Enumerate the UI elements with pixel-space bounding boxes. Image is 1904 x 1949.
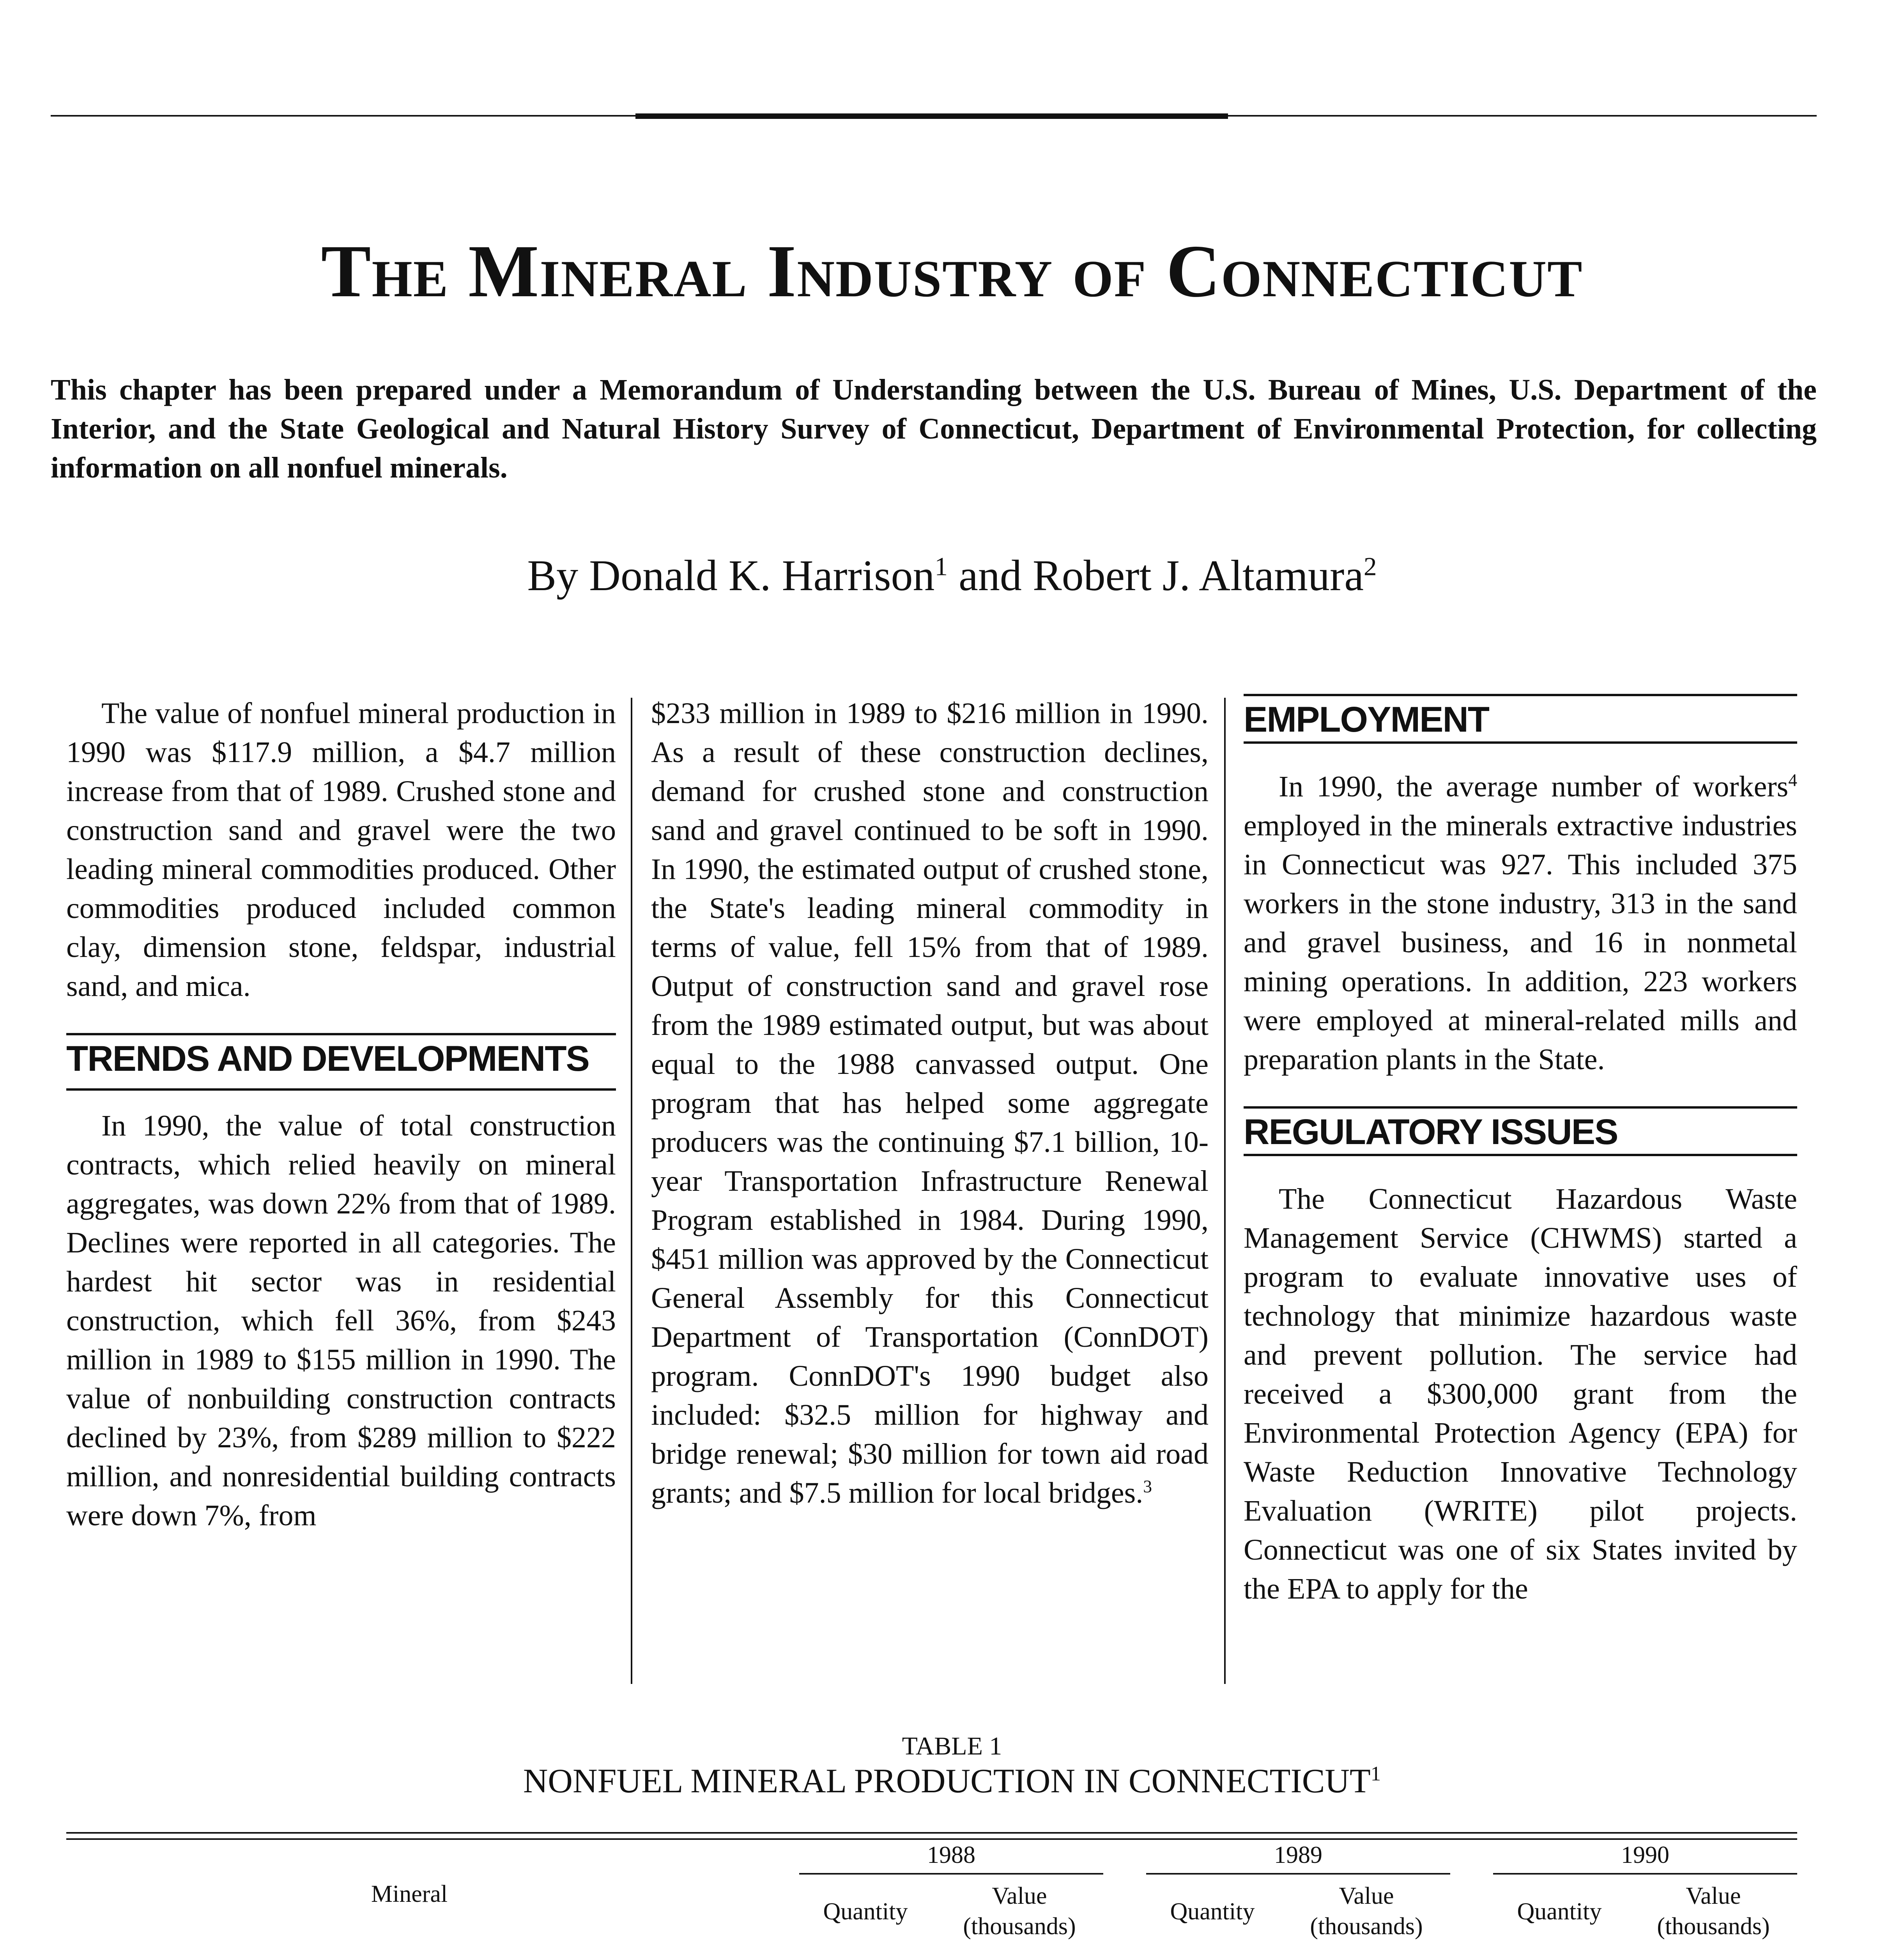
byline-and: and <box>948 552 1033 600</box>
value-header-1988 <box>936 1881 1103 1942</box>
value-header-1989-l2: (thousands) <box>1310 1913 1423 1940</box>
author-1: Donald K. Harrison <box>589 552 935 600</box>
byline-prefix: By <box>527 552 589 600</box>
column-3 <box>1244 694 1797 1608</box>
value-header-1989 <box>1283 1881 1450 1942</box>
year-header-1990: 1990 <box>1621 1842 1669 1868</box>
table-title-text: NONFUEL MINERAL PRODUCTION IN CONNECTICUT <box>523 1762 1371 1800</box>
year-header-1988: 1988 <box>927 1842 975 1868</box>
year-underline-1989 <box>1146 1873 1450 1875</box>
value-header-1990 <box>1630 1881 1797 1942</box>
heading-employment: EMPLOYMENT <box>1244 694 1797 744</box>
paragraph-employment <box>1244 767 1797 1079</box>
year-underline-1990 <box>1493 1873 1797 1875</box>
value-header-1988-l1: Value <box>992 1883 1047 1909</box>
paragraph-aggregates-text: $233 million in 1989 to $216 million in 1990. As a result of these construction declines, demand for crushed stone and construction sand and gravel continued to be soft in 1990. In 1990, the estimated output of crushed stone, the State's leading mineral commodity in terms of value, fell 15% from that of 1989. Output of construction sand and gravel rose from the 1989 estimated output, but was about equal to the 1988 canvassed output. One program that has helped some aggregate producers was the continuing $7.1 billion, 10-year Transportation Infrastructure Renewal Program established in 1984. During 1990, $451 million was approved by the Connecticut General Assembly for this Connecticut Department of Transportation (ConnDOT) program. ConnDOT's 1990 budget also included: $32.5 million for highway and bridge renewal; $30 million for town aid road grants; and $7.5 million for local bridges. <box>651 697 1209 1509</box>
author-2-note: 2 <box>1364 552 1377 581</box>
table-caption: TABLE 1 <box>902 1732 1002 1760</box>
author-1-note: 1 <box>934 552 948 581</box>
paragraph-construction-contracts: In 1990, the value of total construction contracts, which relied heavily on mineral aggregates, was down 22% from that of 1989. Declines were reported in all categories. The hardest hit sector was in residential construction, which fell 36%, from $243 million in 1989 to $155 million in 1990. The value of nonbuilding construction contracts declined by 23%, from $289 million to $222 million, and nonresidential building contracts were down 7%, from <box>66 1109 616 1532</box>
value-header-1990-l2: (thousands) <box>1657 1913 1770 1940</box>
paragraph-aggregates <box>651 694 1209 1512</box>
intro-paragraph: This chapter has been prepared under a Memorandum of Understanding between the U.S. Bureau of Mines, U.S. Department of the Interior, and the State Geological and Natural History Survey of Connecticut, Department of Environmental Protection, for collecting information on all nonfuel minerals. <box>51 373 1817 484</box>
heading-trends: TRENDS AND DEVELOPMENTS <box>66 1033 616 1081</box>
value-header-1990-l1: Value <box>1686 1883 1741 1909</box>
paragraph-regulatory: The Connecticut Hazardous Waste Management Service (CHWMS) started a program to evaluate innovative uses of technology that minimize hazardous waste and prevent pollution. The service had received a $300,000 grant from the Environmental Protection Agency (EPA) for Waste Reduction Innovative Technology Evaluation (WRITE) pilot projects. Connecticut was one of six States invited by the EPA to apply for the <box>1244 1183 1797 1605</box>
table-title <box>0 1762 1904 1801</box>
byline <box>0 550 1904 602</box>
footnote-ref-3: 3 <box>1143 1476 1152 1496</box>
top-rule-accent <box>635 113 1228 119</box>
paragraph-value-summary: The value of nonfuel mineral production in 1990 was $117.9 million, a $4.7 million increase from that of 1989. Crushed stone and construction sand and gravel were the two leading mineral commodities produced. Other commodities produced included common clay, dimension stone, feldspar, industrial sand, and mica. <box>66 697 616 1003</box>
quantity-header-1990: Quantity <box>1517 1898 1602 1925</box>
year-header-1989: 1989 <box>1274 1842 1322 1868</box>
value-header-1988-l2: (thousands) <box>963 1913 1076 1940</box>
column-divider-1 <box>631 698 632 1684</box>
column-2 <box>651 694 1209 1512</box>
quantity-header-1988: Quantity <box>823 1898 908 1925</box>
column-divider-2 <box>1224 698 1226 1684</box>
page-title: The Mineral Industry of Connecticut <box>321 230 1583 313</box>
paragraph-employment-text-a: In 1990, the average number of workers <box>1279 770 1789 803</box>
heading-trends-underline <box>66 1088 616 1091</box>
mineral-header: Mineral <box>371 1881 448 1907</box>
quantity-header-1989: Quantity <box>1170 1898 1255 1925</box>
table-title-note: 1 <box>1370 1762 1381 1785</box>
value-header-1989-l1: Value <box>1339 1883 1394 1909</box>
table-top-rule <box>66 1832 1797 1834</box>
author-2: Robert J. Altamura <box>1032 552 1364 600</box>
column-1 <box>66 694 616 1535</box>
footnote-ref-4: 4 <box>1788 770 1797 790</box>
year-underline-1988 <box>799 1873 1103 1875</box>
heading-regulatory: REGULATORY ISSUES <box>1244 1106 1797 1156</box>
paragraph-employment-text-b: employed in the minerals extractive industries in Connecticut was 927. This included 375 workers in the stone industry, 313 in the sand and gravel business, and 16 in nonmetal mining operations. In addition, 223 workers were employed at mineral-related mills and preparation plants in the State. <box>1244 809 1797 1076</box>
